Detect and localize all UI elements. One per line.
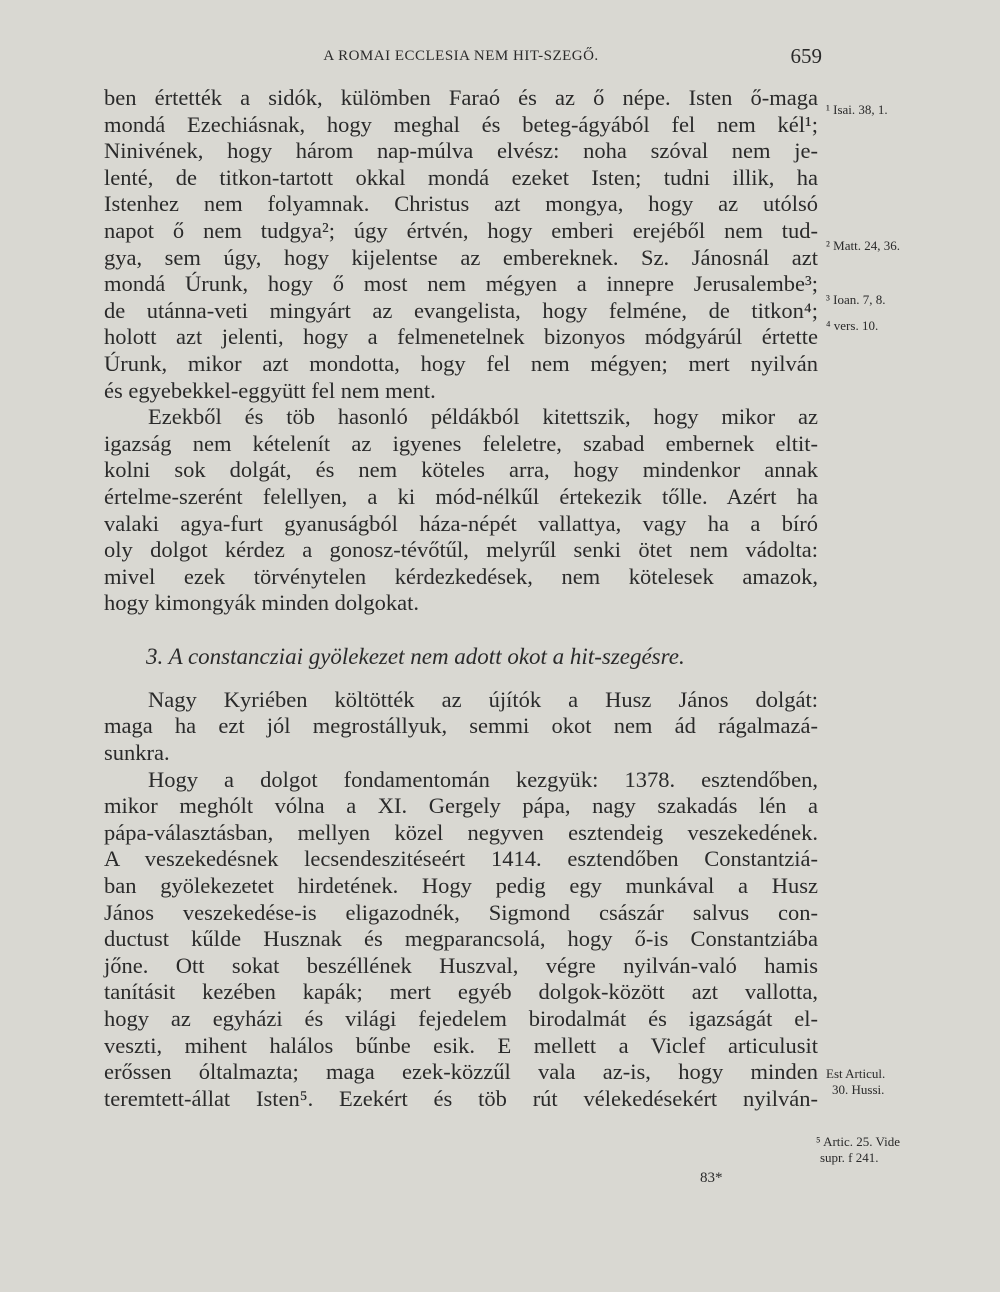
- margin-note: ¹ Isai. 38, 1.: [826, 102, 888, 117]
- margin-note: ³ Ioan. 7, 8.: [826, 292, 886, 307]
- text-line: János veszekedése-is eligazodnék, Sigmond császár salvus con-: [104, 899, 818, 925]
- text-line: lenté, de titkon-tartott okkal mondá ezeket Isten; tudni illik, ha: [104, 164, 818, 190]
- text-line: erőssen óltalmazta; maga ezek-közzűl vala az-is, hogy minden: [104, 1059, 818, 1085]
- margin-note: 30. Hussi.: [832, 1082, 885, 1097]
- text-line: maga ha ezt jól megrostállyuk, semmi okot nem ád rágalmazá-: [104, 713, 818, 739]
- text-line: kolni sok dolgát, és nem köteles arra, hogy mindenkor annak: [104, 457, 818, 483]
- text-line: mivel ezek törvénytelen kérdezkedések, nem kötelesek amazok,: [104, 563, 818, 589]
- paragraph-4: [104, 767, 818, 1113]
- text-line: hogy az egyházi és világi fejedelem birodalmát és igazságát el-: [104, 1006, 818, 1031]
- text-line: értelme-szerént felellyen, a ki mód-nélkűl értekezik tőlle. Azért ha: [104, 483, 818, 509]
- paragraph-3: [104, 687, 818, 767]
- margin-note: ⁵ Artic. 25. Vide: [816, 1134, 901, 1149]
- text-line: mikor meghólt vólna a XI. Gergely pápa, nagy szakadás lén a: [104, 793, 818, 819]
- text-line: hogy kimongyák minden dolgokat.: [104, 590, 419, 616]
- section-heading: 3. A constancziai gyölekezet nem adott okot a hit-szegésre.: [146, 643, 685, 669]
- margin-note: ² Matt. 24, 36.: [826, 238, 900, 253]
- margin-note: supr. f 241.: [820, 1150, 879, 1165]
- text-line: ben értették a sidók, külömben Faraó és az ő népe. Isten ő-maga: [104, 85, 818, 110]
- text-line: holott azt jelenti, hogy a felmenetelnek bizonyos módgyárúl értette: [104, 324, 818, 350]
- text-line: teremtett-állat Isten⁵. Ezekért és töb rút vélekedésekért nyilván-: [104, 1085, 818, 1111]
- text-line: mondá Úrunk, hogy ő most nem mégyen a innepre Jerusalembe³;: [104, 271, 818, 297]
- margin-note: Est Articul.: [826, 1066, 886, 1081]
- text-line: Istenhez nem folyamnak. Christus azt mongya, hogy az utólsó: [104, 191, 818, 217]
- running-title: A ROMAI ECCLESIA NEM HIT-SZEGŐ.: [323, 48, 599, 64]
- text-line: és egyebekkel-eggyütt fel nem ment.: [104, 377, 436, 403]
- text-line: Ezekből és töb hasonló példákból kitettszik, hogy mikor az: [148, 404, 818, 430]
- text-line: oly dolgot kérdez a gonosz-tévőtűl, melyrűl senki ötet nem vádolta:: [104, 537, 818, 563]
- text-line: ban gyölekezetet hirdetének. Hogy pedig egy munkával a Husz: [104, 873, 818, 899]
- text-line: ductust kűlde Husznak és megparancsolá, hogy ő-is Constantziába: [104, 926, 818, 952]
- text-line: pápa-választásban, mellyen közel negyven esztendeig veszekedének.: [104, 819, 818, 845]
- page-number: 659: [790, 44, 822, 68]
- paragraph-1: [104, 85, 818, 404]
- text-line: tanításit kezében kapák; mert egyéb dolgok-között azt vallotta,: [104, 979, 818, 1005]
- text-line: mondá Ezechiásnak, hogy meghal és beteg-ágyából fel nem kél¹;: [104, 111, 818, 137]
- main-text: [104, 85, 818, 1112]
- running-header: [100, 44, 822, 72]
- text-line: veszti, mihent halálos bűnbe esik. E mellett a Viclef articulusit: [104, 1032, 818, 1058]
- paragraph-2: [104, 404, 818, 617]
- text-line: jőne. Ott sokat beszéllének Huszval, végre nyilván-való hamis: [104, 952, 818, 978]
- text-line: igazság nem kételenít az igyenes feleletre, szabad embernek eltit-: [104, 430, 818, 456]
- signature-mark: 83*: [700, 1170, 723, 1186]
- text-line: Hogy a dolgot fondamentomán kezgyük: 1378. esztendőben,: [148, 766, 818, 792]
- text-line: gya, sem úgy, hogy kijelentse az embereknek. Sz. Jánosnál azt: [104, 244, 818, 270]
- text-line: sunkra.: [104, 740, 170, 766]
- text-line: napot ő nem tudgya²; úgy értvén, hogy emberi erejéből nem tud-: [104, 217, 818, 243]
- text-line: Úrunk, mikor azt mondotta, hogy fel nem mégyen; mert nyilván: [104, 350, 818, 376]
- text-line: de utánna-veti mingyárt az evangelista, hogy felméne, de titkon⁴;: [104, 297, 818, 323]
- text-line: valaki agya-furt gyanuságból háza-népét vallattya, vagy ha a bíró: [104, 510, 818, 536]
- text-line: Ninivének, hogy három nap-múlva elvész: noha szóval nem je-: [104, 138, 818, 164]
- text-line: Nagy Kyriében költötték az újítók a Husz János dolgát:: [148, 686, 818, 712]
- margin-note: ⁴ vers. 10.: [826, 318, 879, 333]
- text-line: A veszekedésnek lecsendeszitéseért 1414. esztendőben Constantziá-: [104, 846, 818, 872]
